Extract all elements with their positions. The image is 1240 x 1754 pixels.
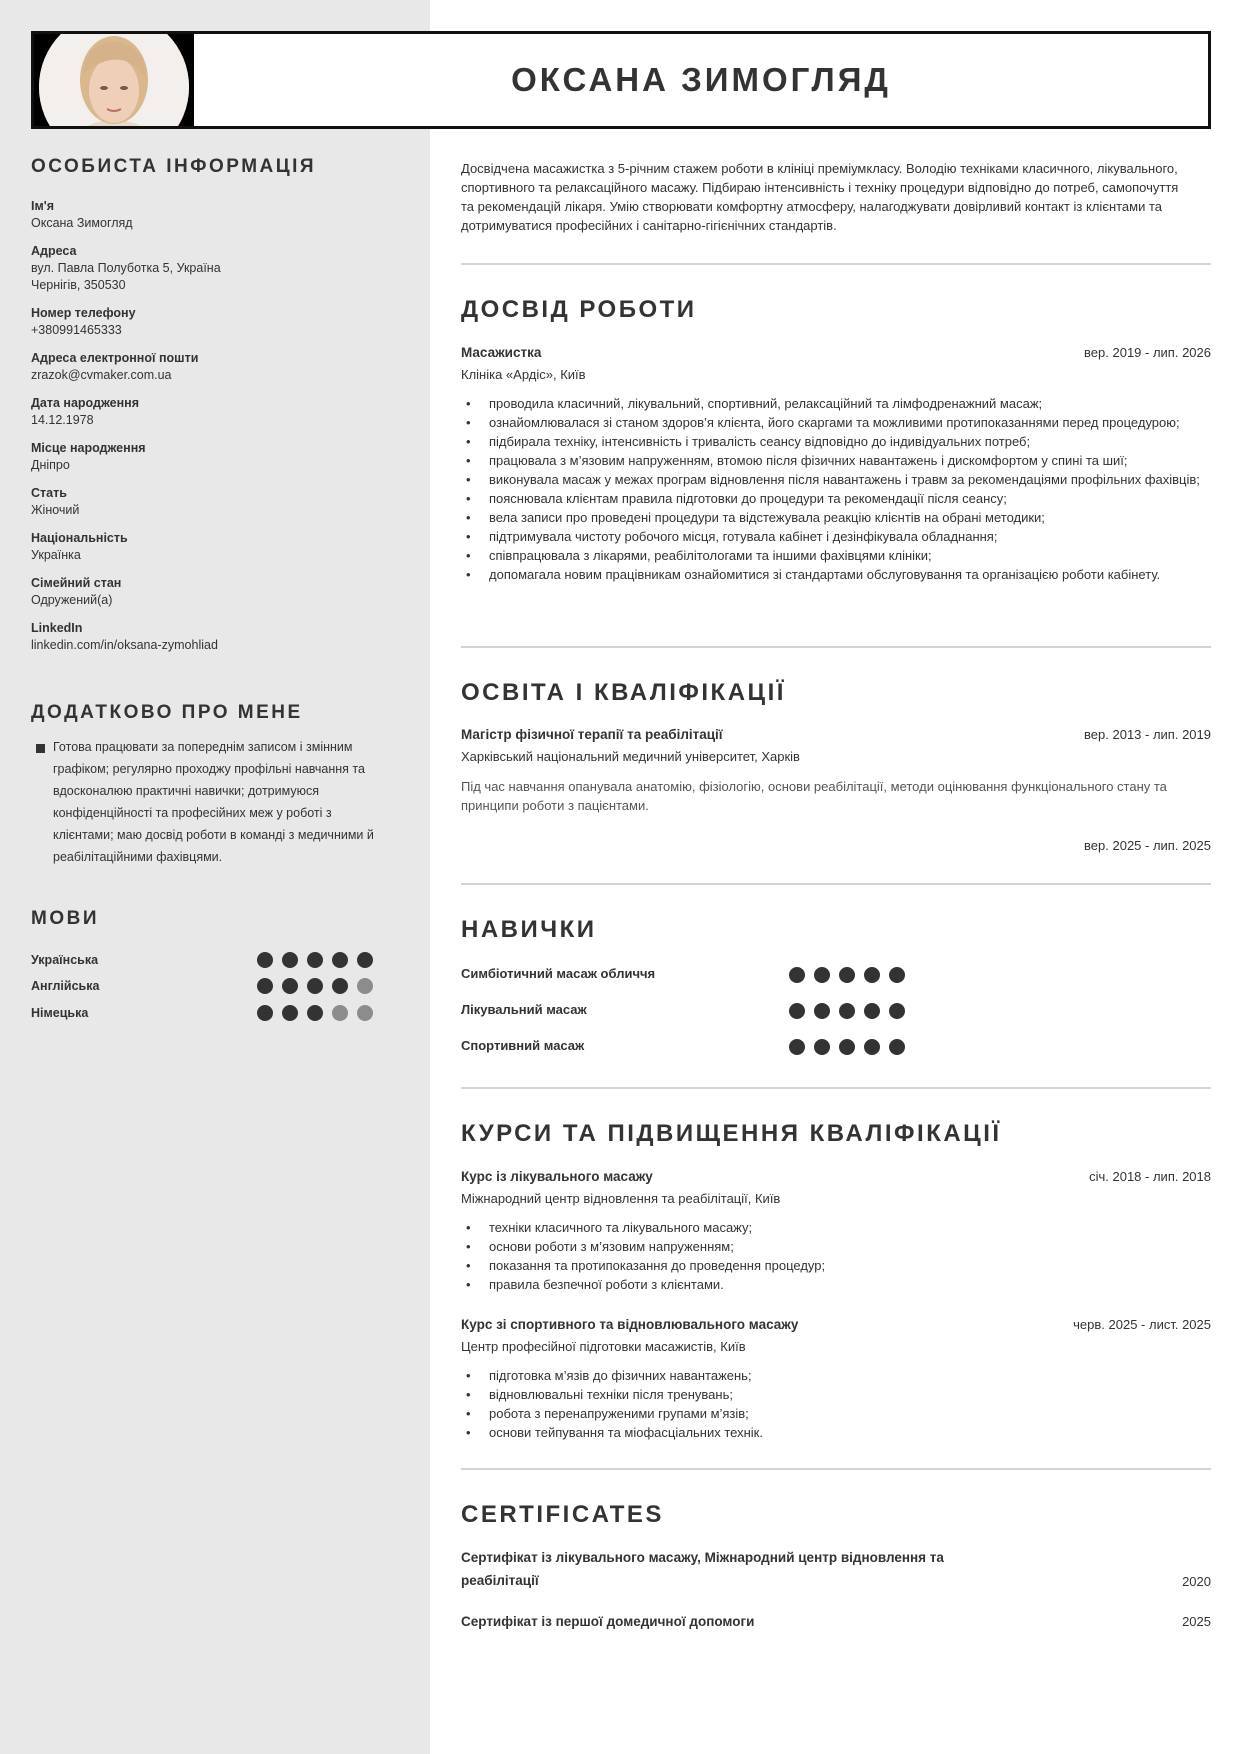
field-value-line2: Чернігів, 350530 xyxy=(31,278,126,292)
skill-name: Спортивний масаж xyxy=(461,1038,585,1053)
divider xyxy=(461,1468,1211,1470)
list-item: • відновлювальні техніки після тренувань; xyxy=(461,1385,1211,1404)
level-dot-filled xyxy=(307,978,323,994)
job-position: Масажистка xyxy=(461,345,542,360)
level-dot-filled xyxy=(789,1003,805,1019)
certificate-year: 2020 xyxy=(1182,1574,1211,1589)
list-item: • працювала з м’язовим напруженням, втомою після фізичних навантажень і дискомфортом у спині та шиї; xyxy=(461,451,1211,470)
field-email xyxy=(31,349,411,384)
list-item: • ознайомлювалася зі станом здоров’я клієнта, його скаргами та можливими протипоказаннями перед процедурою; xyxy=(461,413,1211,432)
field-label: Сімейний стан xyxy=(31,576,122,590)
field-label: Національність xyxy=(31,531,128,545)
field-birth-date xyxy=(31,394,411,429)
course-date: січ. 2018 - лип. 2018 xyxy=(1089,1169,1211,1184)
level-dot-filled xyxy=(789,1039,805,1055)
divider xyxy=(461,263,1211,265)
list-item: • вела записи про проведені процедури та відстежувала реакцію клієнтів на обрані методики; xyxy=(461,508,1211,527)
level-dot-filled xyxy=(839,1003,855,1019)
level-dot-filled xyxy=(257,1005,273,1021)
level-dot-filled xyxy=(889,967,905,983)
course-place: Міжнародний центр відновлення та реабілітації, Київ xyxy=(461,1191,781,1206)
list-item: • показання та протипоказання до проведення процедур; xyxy=(461,1256,1211,1275)
about-title: ДОДАТКОВО ПРО МЕНЕ xyxy=(31,702,303,723)
level-dot-filled xyxy=(257,978,273,994)
field-address xyxy=(31,242,411,294)
education-title: ОСВІТА І КВАЛІФІКАЦІЇ xyxy=(461,679,786,706)
certificate-name: Сертифікат із першої домедичної допомоги xyxy=(461,1614,755,1629)
list-item: • співпрацювала з лікарями, реабілітологами та іншими фахівцями клініки; xyxy=(461,546,1211,565)
education-degree: Магістр фізичної терапії та реабілітації xyxy=(461,727,723,742)
list-item: • підготовка м’язів до фізичних навантажень; xyxy=(461,1366,1211,1385)
list-item: • робота з перенапруженими групами м’язів; xyxy=(461,1404,1211,1423)
list-item: • допомагала новим працівникам ознайомитися зі стандартами обслуговування та організацією роботи кабінету. xyxy=(461,565,1211,584)
field-value: zrazok@cvmaker.com.ua xyxy=(31,368,172,382)
skill-name: Лікувальний масаж xyxy=(461,1002,587,1017)
course-place: Центр професійної підготовки масажистів, Київ xyxy=(461,1339,746,1354)
level-dot-filled xyxy=(332,952,348,968)
list-item: • техніки класичного та лікувального масажу; xyxy=(461,1218,1211,1237)
level-dot-filled xyxy=(282,1005,298,1021)
language-row xyxy=(31,951,376,969)
level-dot-filled xyxy=(814,1003,830,1019)
level-dot-empty xyxy=(357,978,373,994)
list-item: • виконувала масаж у межах програм відновлення після навантажень і травм за рекомендаціями профільних фахівців; xyxy=(461,470,1211,489)
field-value: +380991465333 xyxy=(31,323,122,337)
level-dot-filled xyxy=(282,952,298,968)
level-dot-filled xyxy=(789,967,805,983)
level-dot-filled xyxy=(889,1039,905,1055)
language-level-dots xyxy=(257,978,373,994)
education-school: Харківський національний медичний університет, Харків xyxy=(461,749,800,764)
avatar-photo xyxy=(39,34,189,126)
field-value: Жіночий xyxy=(31,503,80,517)
level-dot-filled xyxy=(307,1005,323,1021)
level-dot-filled xyxy=(889,1003,905,1019)
level-dot-filled xyxy=(814,967,830,983)
skill-level-dots xyxy=(789,1003,905,1019)
header xyxy=(31,31,1211,129)
list-item: • підтримувала чистоту робочого місця, готувала кабінет і дезінфікувала обладнання; xyxy=(461,527,1211,546)
education-description: Під час навчання опанувала анатомію, фізіологію, основи реабілітації, методи оцінювання функціонального стану та принципи роботи з пацієнтами. xyxy=(461,779,1167,813)
field-label: LinkedIn xyxy=(31,621,83,635)
level-dot-filled xyxy=(332,978,348,994)
full-name: ОКСАНА ЗИМОГЛЯД xyxy=(511,61,891,98)
field-label: Номер телефону xyxy=(31,306,136,320)
skill-name: Симбіотичний масаж обличчя xyxy=(461,966,656,981)
summary-text: Досвідчена масажистка з 5-річним стажем роботи в клініці преміумкласу. Володію техніками класичного, лікувального, спортивного та релаксаційного масажу. Підбираю інтенсивність і техніку процедури відповідно до потреб, самопочуття та рекомендацій лікаря. Умію створювати комфортну атмосферу, налагоджувати довірливий контакт із клієнтами та дотримуватися професійних і санітарно-гігієнічних стандартів. xyxy=(461,161,1179,233)
language-row xyxy=(31,1004,376,1022)
experience-title: ДОСВІД РОБОТИ xyxy=(461,296,697,323)
personal-info-title: ОСОБИСТА ІНФОРМАЦІЯ xyxy=(31,156,317,177)
list-item: • основи тейпування та міофасціальних технік. xyxy=(461,1423,1211,1442)
field-birth-place xyxy=(31,439,411,474)
certificate-year: 2025 xyxy=(1182,1614,1211,1629)
language-level-dots xyxy=(257,952,373,968)
course-name: Курс зі спортивного та відновлювального масажу xyxy=(461,1317,799,1332)
about-block xyxy=(31,736,381,868)
list-item: • пояснювала клієнтам правила підготовки до процедури та рекомендації після сеансу; xyxy=(461,489,1211,508)
language-name: Англійська xyxy=(31,979,100,993)
certificate-name-line2: реабілітації xyxy=(461,1573,539,1588)
course-name: Курс із лікувального масажу xyxy=(461,1169,653,1184)
field-label: Дата народження xyxy=(31,396,139,410)
field-linkedin xyxy=(31,619,411,654)
square-bullet-icon xyxy=(36,744,45,753)
field-name xyxy=(31,197,411,232)
language-name: Українська xyxy=(31,953,99,967)
level-dot-filled xyxy=(864,967,880,983)
certificates-title: CERTIFICATES xyxy=(461,1501,664,1528)
language-name: Німецька xyxy=(31,1006,89,1020)
level-dot-filled xyxy=(864,1003,880,1019)
field-marital-status xyxy=(31,574,411,609)
avatar xyxy=(34,34,194,126)
education-date-2: вер. 2025 - лип. 2025 xyxy=(1084,838,1211,853)
list-item: • основи роботи з м’язовим напруженням; xyxy=(461,1237,1211,1256)
divider xyxy=(461,883,1211,885)
level-dot-filled xyxy=(864,1039,880,1055)
course-bullets xyxy=(461,1366,1211,1442)
level-dot-filled xyxy=(282,978,298,994)
linkedin-link[interactable]: linkedin.com/in/oksana-zymohliad xyxy=(31,638,218,652)
course-bullets xyxy=(461,1218,1211,1294)
field-value: Українка xyxy=(31,548,81,562)
experience-bullets xyxy=(461,394,1211,584)
level-dot-empty xyxy=(332,1005,348,1021)
field-phone xyxy=(31,304,411,339)
level-dot-filled xyxy=(839,1039,855,1055)
course-date: черв. 2025 - лист. 2025 xyxy=(1073,1317,1211,1332)
certificate-name: Сертифікат із лікувального масажу, Міжнародний центр відновлення та xyxy=(461,1550,944,1565)
field-value: Оксана Зимогляд xyxy=(31,216,133,230)
field-value: Одружений(а) xyxy=(31,593,113,607)
job-date: вер. 2019 - лип. 2026 xyxy=(1084,345,1211,360)
field-label: Адреса xyxy=(31,244,77,258)
field-nationality xyxy=(31,529,411,564)
language-row xyxy=(31,977,376,995)
field-value: 14.12.1978 xyxy=(31,413,94,427)
divider xyxy=(461,646,1211,648)
divider xyxy=(461,1087,1211,1089)
field-gender xyxy=(31,484,411,519)
field-label: Ім'я xyxy=(31,199,54,213)
portrait-icon xyxy=(39,34,189,126)
level-dot-filled xyxy=(839,967,855,983)
skills-title: НАВИЧКИ xyxy=(461,916,597,943)
languages-title: МОВИ xyxy=(31,908,99,929)
about-text: Готова працювати за попереднім записом і змінним графіком; регулярно проходжу профільні навчання та вдосконалюю практичні навички; дотримуюся конфіденційності та професійних меж у роботі з клієнтами; маю досвід роботи в команді з медичними й реабілітаційними фахівцями. xyxy=(53,740,374,864)
language-level-dots xyxy=(257,1005,373,1021)
education-date: вер. 2013 - лип. 2019 xyxy=(1084,727,1211,742)
field-label: Місце народження xyxy=(31,441,146,455)
field-label: Адреса електронної пошти xyxy=(31,351,199,365)
list-item: • правила безпечної роботи з клієнтами. xyxy=(461,1275,1211,1294)
level-dot-filled xyxy=(307,952,323,968)
courses-title: КУРСИ ТА ПІДВИЩЕННЯ КВАЛІФІКАЦІЇ xyxy=(461,1120,1002,1147)
list-item: • підбирала техніку, інтенсивність і тривалість сеансу відповідно до індивідуальних потреб; xyxy=(461,432,1211,451)
skill-level-dots xyxy=(789,967,905,983)
list-item: • проводила класичний, лікувальний, спортивний, релаксаційний та лімфодренажний масаж; xyxy=(461,394,1211,413)
level-dot-filled xyxy=(357,952,373,968)
skill-level-dots xyxy=(789,1039,905,1055)
field-label: Стать xyxy=(31,486,67,500)
level-dot-filled xyxy=(257,952,273,968)
field-value: вул. Павла Полуботка 5, Україна xyxy=(31,261,221,275)
field-value: Дніпро xyxy=(31,458,70,472)
level-dot-filled xyxy=(814,1039,830,1055)
job-company: Клініка «Ардіс», Київ xyxy=(461,367,586,382)
level-dot-empty xyxy=(357,1005,373,1021)
